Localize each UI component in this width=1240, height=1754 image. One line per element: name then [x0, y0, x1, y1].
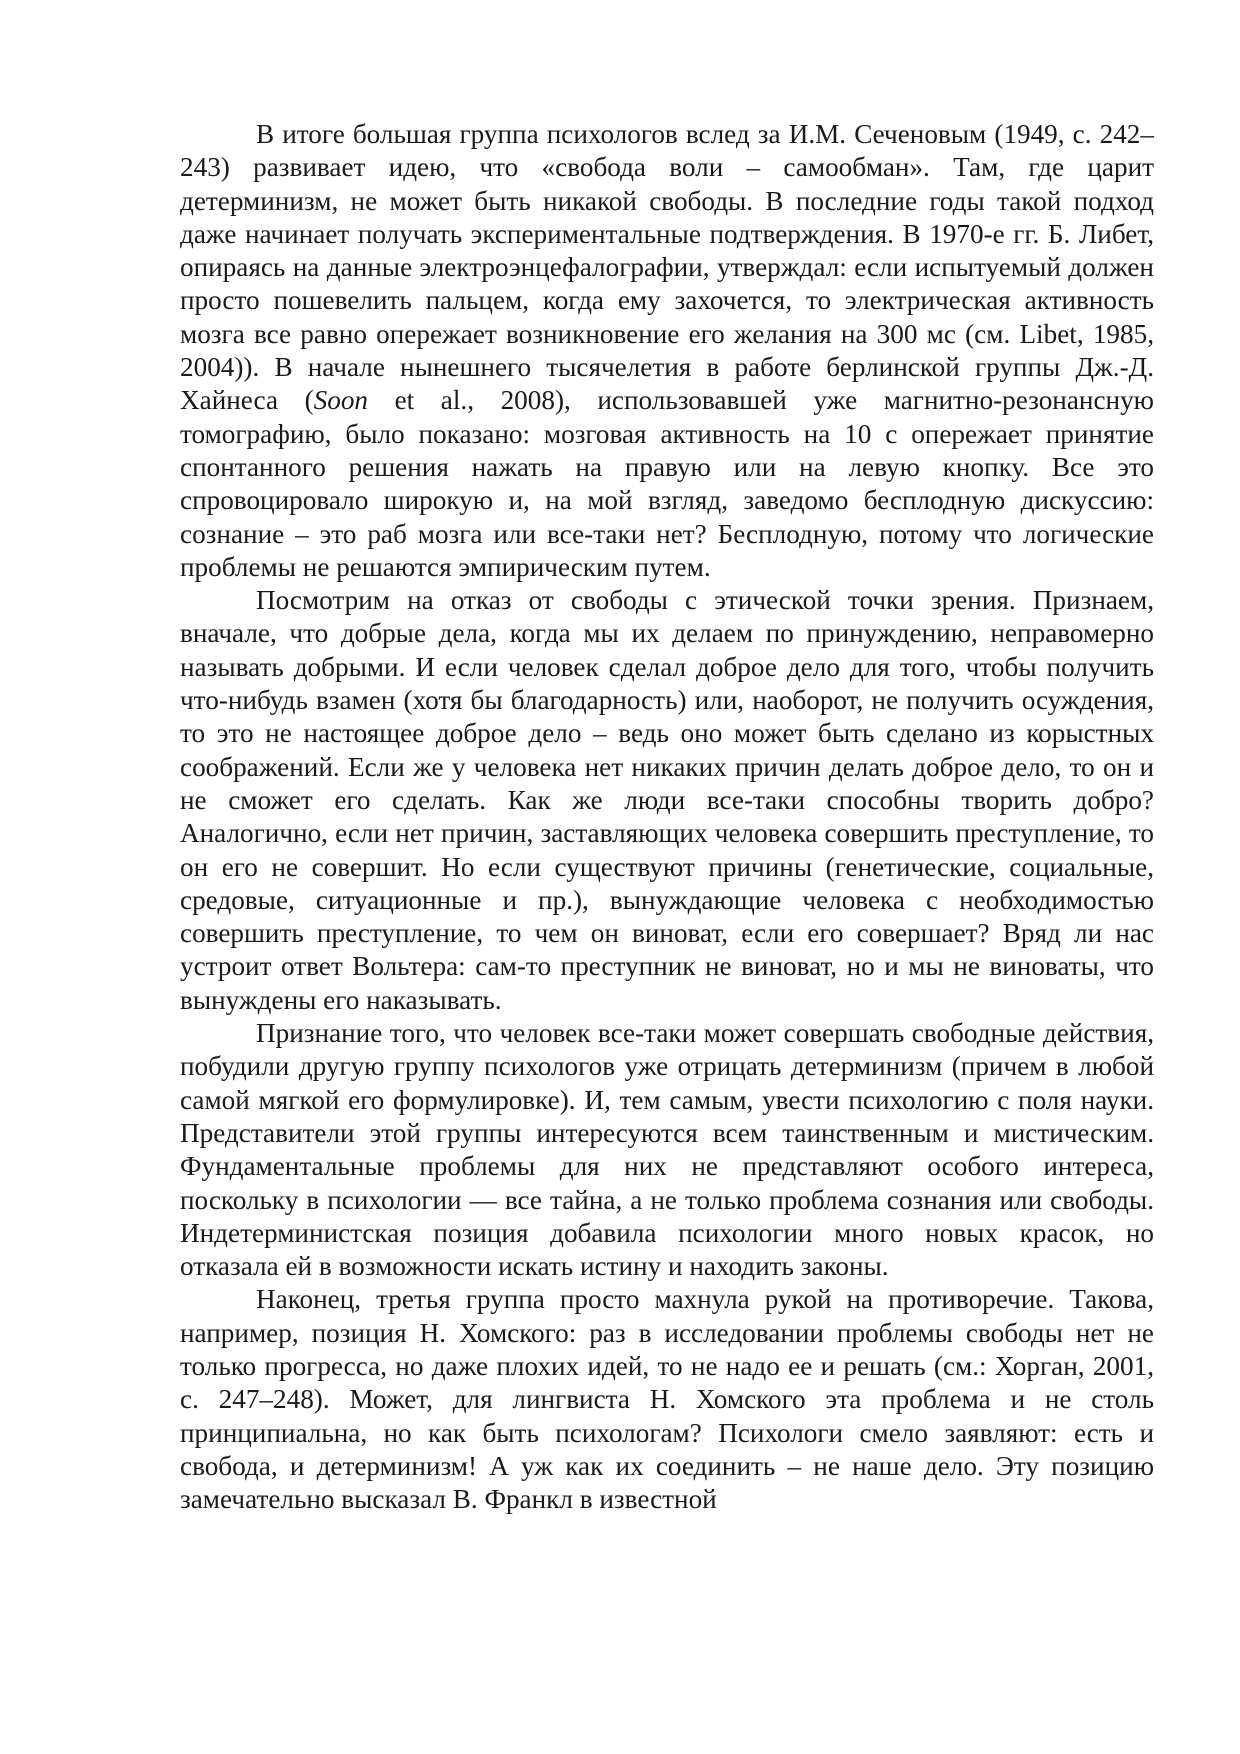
- paragraph-1-text-continued: et al., 2008), использовавшей уже магнитно-резонансную томографию, было показано: мозговая активность на 10 с опережает принятие спонтанного решения нажать на правую или на левую кнопку. Все это спровоцировало широкую и, на мой взгляд, заведомо бесплодную дискуссию: сознание – это раб мозга или все-таки нет? Бесплодную, потому что логические проблемы не решаются эмпирическим путем.: [180, 385, 1154, 582]
- paragraph-4: [180, 1283, 1154, 1516]
- paragraph-1-text: В итоге большая группа психологов вслед за И.М. Сеченовым (1949, с. 242–243) развивает идею, что «свобода воли – самообман». Там, где царит детерминизм, не может быть никакой свободы. В последние годы такой подход даже начинает получать экспериментальные подтверждения. В 1970-е гг. Б. Либет, опираясь на данные электроэнцефалографии, утверждал: если испытуемый должен просто пошевелить пальцем, когда ему захочется, то электрическая активность мозга все равно опережает возникновение его желания на 300 мс (см. Libet, 1985, 2004)). В начале нынешнего тысячелетия в работе берлинской группы Дж.-Д. Хайнеса (: [180, 119, 1154, 416]
- paragraph-3-text: Признание того, что человек все-таки может совершать свободные действия, побудили другую группу психологов уже отрицать детерминизм (причем в любой самой мягкой его формулировке). И, тем самым, увести психологию с поля науки. Представители этой группы интересуются всем таинственным и мистическим. Фундаментальные проблемы для них не представляют особого интереса, поскольку в психологии — все тайна, а не только проблема сознания или свободы. Индетерминистская позиция добавила психологии много новых красок, но отказала ей в возможности искать истину и находить законы.: [180, 1018, 1154, 1282]
- body-text: [180, 118, 1154, 1516]
- paragraph-2-text: Посмотрим на отказ от свободы с этической точки зрения. Признаем, вначале, что добрые дела, когда мы их делаем по принуждению, неправомерно называть добрыми. И если человек сделал доброе дело для того, чтобы получить что-нибудь взамен (хотя бы благодарность) или, наоборот, не получить осуждения, то это не настоящее доброе дело – ведь оно может быть сделано из корыстных соображений. Если же у человека нет никаких причин делать доброе дело, то он и не сможет его сделать. Как же люди все-таки способны творить добро? Аналогично, если нет причин, заставляющих человека совершить преступление, то он его не совершит. Но если существуют причины (генетические, социальные, средовые, ситуационные и пр.), вынуждающие человека с необходимостью совершить преступление, то чем он виноват, если его совершает? Вряд ли нас устроит ответ Вольтера: сам-то преступник не виноват, но и мы не виноваты, что вынуждены его наказывать.: [180, 585, 1154, 1015]
- citation-author-italic: Soon: [313, 385, 369, 416]
- paragraph-1: [180, 118, 1154, 584]
- paragraph-2: [180, 584, 1154, 1017]
- paragraph-4-text: Наконец, третья группа просто махнула рукой на противоречие. Такова, например, позиция Н. Хомского: раз в исследовании проблемы свободы нет не только прогресса, но даже плохих идей, то не надо ее и решать (см.: Хорган, 2001, с. 247–248). Может, для лингвиста Н. Хомского эта проблема и не столь принципиальна, но как быть психологам? Психологи смело заявляют: есть и свобода, и детерминизм! А уж как их соединить – не наше дело. Эту позицию замечательно высказал В. Франкл в известной: [180, 1284, 1154, 1515]
- paragraph-3: [180, 1017, 1154, 1283]
